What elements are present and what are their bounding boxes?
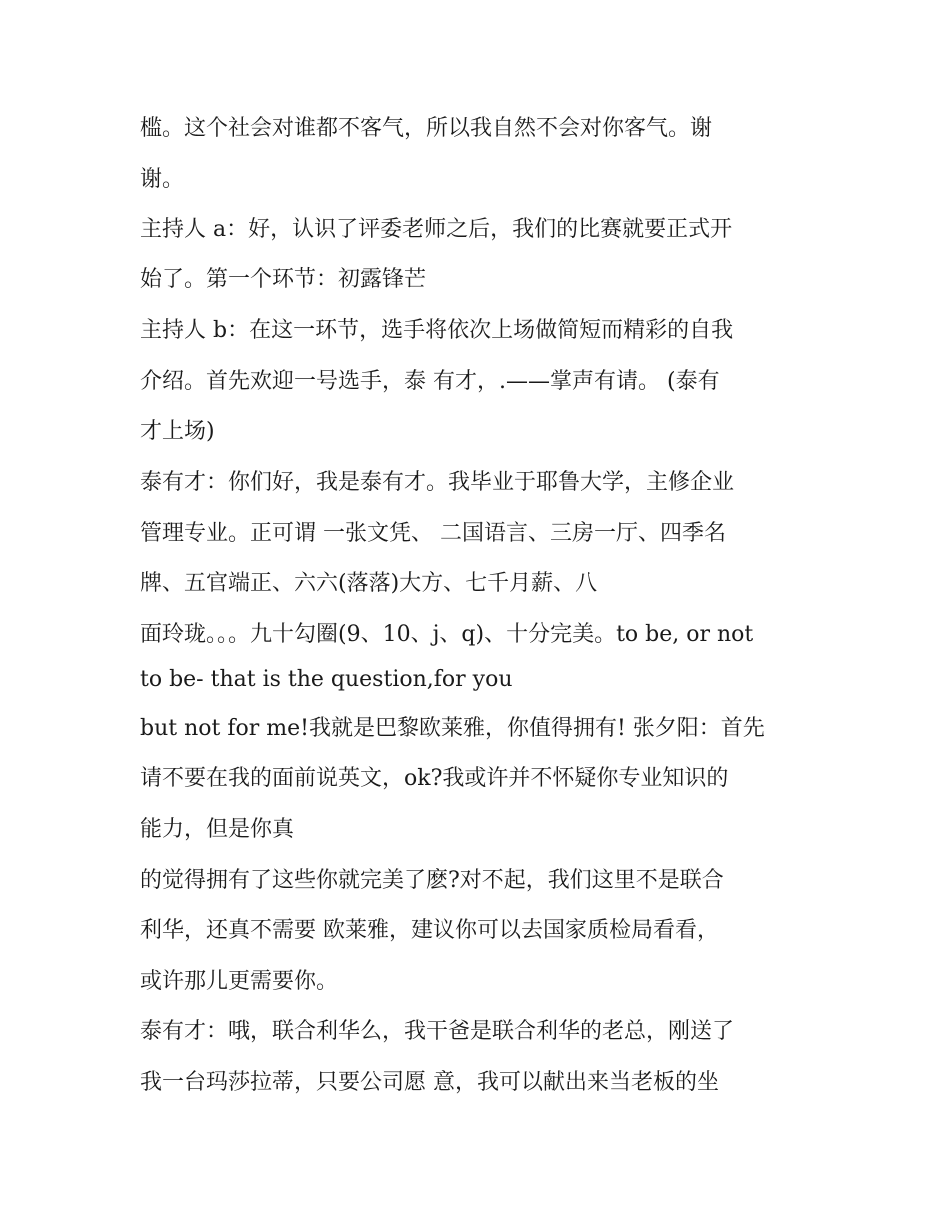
- text-line: 请不要在我的面前说英文，ok?我或许并不怀疑你专业知识的: [140, 766, 729, 791]
- text-line: 管理专业。正可谓 一张文凭、 二国语言、三房一厅、四季名: [140, 521, 726, 546]
- text-line: 面玲珑。。。九十勾圈(9、10、j、q)、十分完美。to be, or not: [140, 622, 754, 647]
- text-line: 泰有才：你们好，我是泰有才。我毕业于耶鲁大学，主修企业: [140, 470, 735, 495]
- text-line: 我一台玛莎拉蒂，只要公司愿 意，我可以献出来当老板的坐: [140, 1070, 719, 1095]
- text-line: 谢。: [140, 167, 185, 192]
- text-line: 或许那儿更需要你。: [140, 969, 339, 994]
- text-line: 主持人 b：在这一环节，选手将依次上场做简短而精彩的自我: [140, 318, 734, 343]
- text-line: 始了。第一个环节：初露锋芒: [140, 267, 427, 292]
- text-line: 才上场): [140, 419, 215, 444]
- text-line: 牌、五官端正、六六(落落)大方、七千月薪、八: [140, 571, 598, 596]
- text-line: 利华，还真不需要 欧莱雅，建议你可以去国家质检局看看，: [140, 918, 719, 943]
- text-line: but not for me!我就是巴黎欧莱雅，你值得拥有! 张夕阳：首先: [140, 716, 765, 741]
- text-line: 主持人 a：好，认识了评委老师之后，我们的比赛就要正式开: [140, 217, 733, 242]
- text-line: 能力，但是你真: [140, 817, 295, 842]
- text-line: 的觉得拥有了这些你就完美了麽?对不起，我们这里不是联合: [140, 868, 724, 893]
- text-line: to be- that is the question,for you: [140, 667, 513, 692]
- text-line: 介绍。首先欢迎一号选手，泰 有才，.——掌声有请。 (泰有: [140, 369, 720, 394]
- text-line: 泰有才：哦，联合利华么，我干爸是联合利华的老总，刚送了: [140, 1019, 735, 1044]
- text-line: 槛。这个社会对谁都不客气，所以我自然不会对你客气。谢: [140, 116, 713, 141]
